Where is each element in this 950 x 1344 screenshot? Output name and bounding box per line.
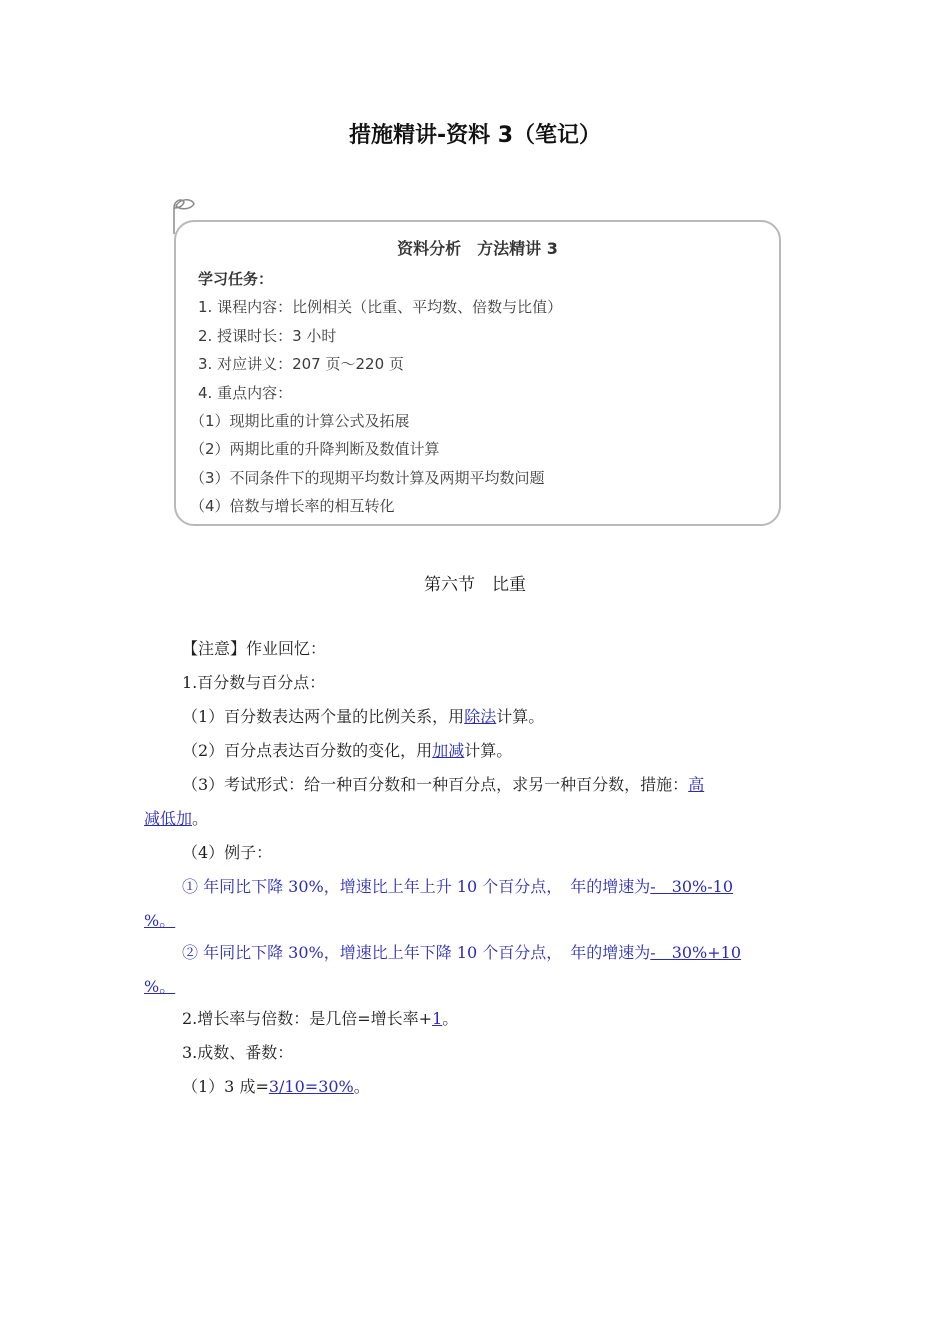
note-underline-answer: - 30%-10 [650,877,734,896]
task-item: （3）不同条件下的现期平均数计算及两期平均数问题 [190,469,545,487]
attention-line: 【注意】作业回忆： [182,639,327,658]
note-underline-answer: 1 [432,1009,443,1028]
note-text: （1）3 成= [182,1077,269,1096]
note-text: ② 年同比下降 30%，增速比上年下降 10 个百分点， 年的增速为 [182,943,651,962]
note-text: 2.增长率与倍数：是几倍=增长率+ [182,1009,433,1028]
note-point-1-4: （4）例子： [182,843,273,862]
section-title: 第六节 比重 [424,575,526,595]
note-underline-answer: 高 [688,775,705,794]
task-item: 1. 课程内容：比例相关（比重、平均数、倍数与比值） [198,298,563,316]
note-underline-answer: - 30%+10 [650,943,742,962]
note-underline-answer: 除法 [464,707,497,726]
note-text: （3）考试形式：给一种百分数和一种百分点，求另一种百分数，措施： [182,775,689,794]
learning-task-box [174,220,781,526]
note-underline-answer: %。 [144,977,176,996]
note-point-1-3-cont [144,806,208,829]
note-text: （2）百分点表达百分数的变化，用 [182,741,433,760]
note-text: 计算。 [464,741,513,760]
task-item: 4. 重点内容： [198,384,293,402]
note-point-3-1 [182,1074,370,1097]
example-1 [182,874,733,897]
note-point-3: 3.成数、番数： [182,1043,294,1062]
note-text: 。 [353,1077,370,1096]
note-point-1-1 [182,704,544,727]
example-2 [182,940,741,963]
note-point-1-3 [182,772,704,795]
note-text: 。 [442,1009,459,1028]
note-point-2 [182,1006,458,1029]
note-underline-answer: 3/10=30% [268,1077,354,1096]
task-item: （2）两期比重的升降判断及数值计算 [190,440,440,458]
note-point-1: 1.百分数与百分点： [182,673,326,692]
note-point-1-2 [182,738,512,761]
note-underline-answer: 加减 [432,741,465,760]
page-title: 措施精讲-资料 3（笔记） [348,123,602,148]
note-underline-answer: %。 [144,911,176,930]
task-heading: 学习任务： [198,270,274,288]
note-text: （1）百分数表达两个量的比例关系，用 [182,707,465,726]
task-item: （1）现期比重的计算公式及拓展 [190,412,410,430]
note-text: 计算。 [496,707,545,726]
example-2-cont [144,974,175,997]
task-item: 3. 对应讲义：207 页～220 页 [198,355,404,373]
note-text: ① 年同比下降 30%，增速比上年上升 10 个百分点， 年的增速为 [182,877,651,896]
task-box-title: 资料分析 方法精讲 3 [397,239,558,258]
task-item: （4）倍数与增长率的相互转化 [190,497,395,515]
example-1-cont [144,908,175,931]
task-item: 2. 授课时长：3 小时 [198,327,337,345]
note-text: 。 [192,809,209,828]
note-underline-answer: 减低加 [144,809,193,828]
